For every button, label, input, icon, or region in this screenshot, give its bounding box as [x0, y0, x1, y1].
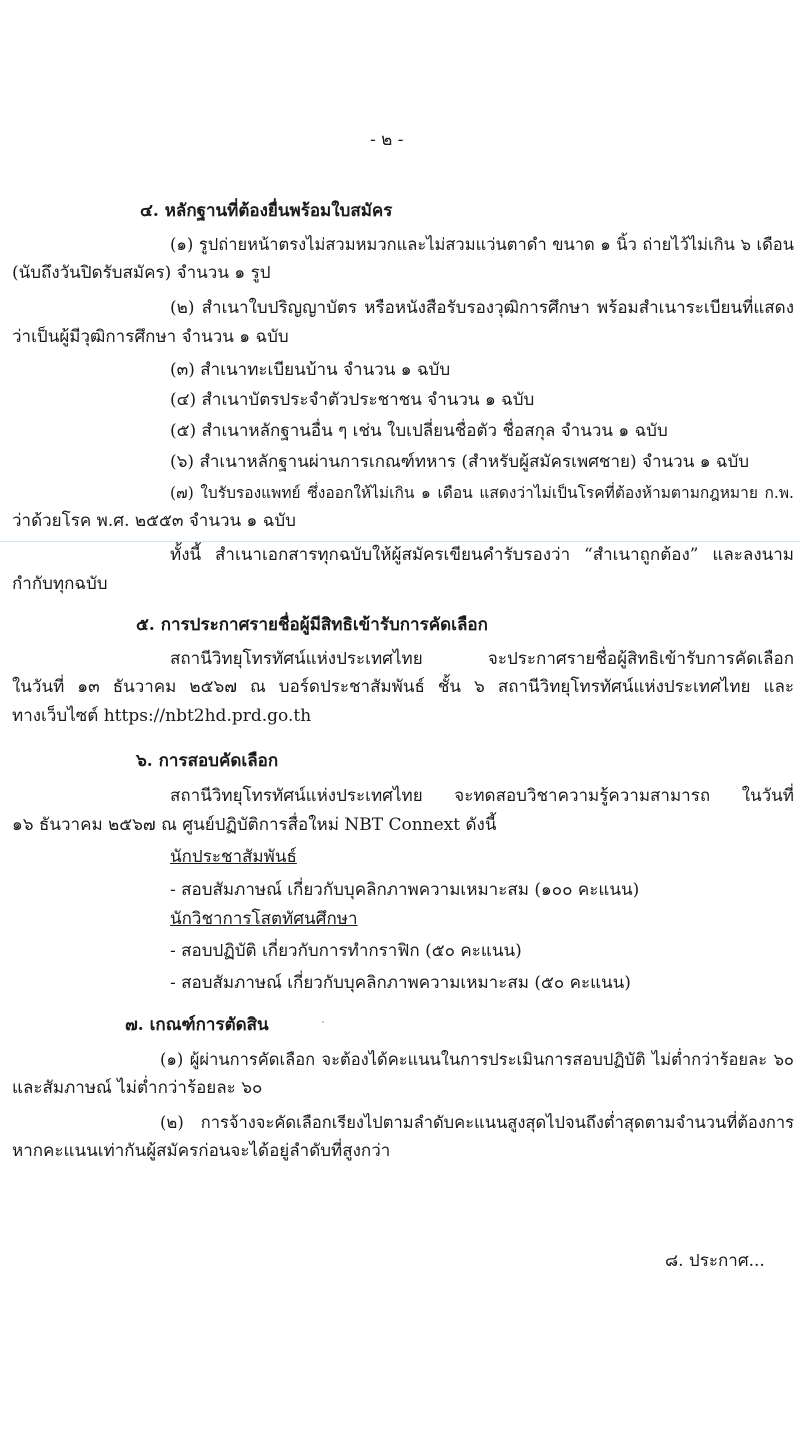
s4-item-6: (๖) สำเนาหลักฐานผ่านการเกณฑ์ทหาร (สำหรับผู้สมัครเพศชาย) จำนวน ๑ ฉบับ	[170, 452, 750, 472]
s4-item-7-line-1: (๗) ใบรับรองแพทย์ ซึ่งออกให้ไม่เกิน ๑ เดือน แสดงว่าไม่เป็นโรคที่ต้องห้ามตามกฎหมาย ก.พ.	[170, 484, 794, 502]
section-7-heading: ๗. เกณฑ์การตัดสิน	[125, 1015, 269, 1035]
s6-para-line-2: ๑๖ ธันวาคม ๒๕๖๗ ณ ศูนย์ปฏิบัติการสื่อใหม่ NBT Connext ดังนี้	[12, 815, 497, 835]
s6-position-2-title: นักวิชาการโสตทัศนศึกษา	[170, 909, 358, 929]
s6-position-2-item-1: - สอบปฏิบัติ เกี่ยวกับการทำกราฟิก (๕๐ คะแนน)	[170, 941, 522, 961]
s6-para-line-1: สถานีวิทยุโทรทัศน์แห่งประเทศไทย จะทดสอบวิชาความรู้ความสามารถ ในวันที่	[170, 786, 794, 806]
section-5-heading: ๕. การประกาศรายชื่อผู้มีสิทธิเข้ารับการคัดเลือก	[136, 615, 488, 635]
section-4-heading: ๔. หลักฐานที่ต้องยื่นพร้อมใบสมัคร	[140, 201, 393, 221]
page-number: - ๒ -	[370, 130, 404, 150]
continuation-marker: ๘. ประกาศ...	[665, 1251, 765, 1271]
s6-position-2-item-2: - สอบสัมภาษณ์ เกี่ยวกับบุคลิกภาพความเหมาะสม (๕๐ คะแนน)	[170, 973, 631, 993]
s7-item-2-line-2: หากคะแนนเท่ากันผู้สมัครก่อนจะได้อยู่ลำดับที่สูงกว่า	[12, 1141, 391, 1161]
s4-item-2-line-1: (๒) สำเนาใบปริญญาบัตร หรือหนังสือรับรองวุฒิการศึกษา พร้อมสำเนาระเบียนที่แสดง	[170, 298, 794, 318]
s4-item-1-line-1: (๑) รูปถ่ายหน้าตรงไม่สวมหมวกและไม่สวมแว่นตาดำ ขนาด ๑ นิ้ว ถ่ายไว้ไม่เกิน ๖ เดือน	[170, 235, 794, 254]
s6-position-1-item: - สอบสัมภาษณ์ เกี่ยวกับบุคลิกภาพความเหมาะสม (๑๐๐ คะแนน)	[170, 880, 640, 900]
s6-position-1-title: นักประชาสัมพันธ์	[170, 847, 297, 867]
s4-item-4: (๔) สำเนาบัตรประจำตัวประชาชน จำนวน ๑ ฉบับ	[170, 390, 535, 410]
section-6-heading: ๖. การสอบคัดเลือก	[136, 751, 279, 771]
s4-item-7-line-2: ว่าด้วยโรค พ.ศ. ๒๕๕๓ จำนวน ๑ ฉบับ	[12, 511, 296, 531]
s4-item-5: (๕) สำเนาหลักฐานอื่น ๆ เช่น ใบเปลี่ยนชื่อตัว ชื่อสกุล จำนวน ๑ ฉบับ	[170, 421, 668, 441]
s5-para-line-3: ทางเว็บไซต์ https://nbt2hd.prd.go.th	[12, 706, 312, 726]
s7-item-1-line-2: และสัมภาษณ์ ไม่ต่ำกว่าร้อยละ ๖๐	[12, 1078, 263, 1098]
scan-speck	[322, 1021, 324, 1023]
s5-para-line-1: สถานีวิทยุโทรทัศน์แห่งประเทศไทย จะประกาศรายชื่อผู้สิทธิเข้ารับการคัดเลือก	[170, 649, 794, 669]
s7-item-1-line-1: (๑) ผู้ผ่านการคัดเลือก จะต้องได้คะแนนในการประเมินการสอบปฏิบัติ ไม่ต่ำกว่าร้อยละ ๖๐	[160, 1050, 794, 1069]
s4-item-1-line-2: (นับถึงวันปิดรับสมัคร) จำนวน ๑ รูป	[12, 263, 271, 283]
s4-item-2-line-2: ว่าเป็นผู้มีวุฒิการศึกษา จำนวน ๑ ฉบับ	[12, 327, 289, 347]
s4-note-line-2: กำกับทุกฉบับ	[12, 574, 108, 594]
scan-artifact-line	[0, 541, 800, 542]
s7-item-2-line-1: (๒) การจ้างจะคัดเลือกเรียงไปตามลำดับคะแนนสูงสุดไปจนถึงต่ำสุดตามจำนวนที่ต้องการ	[160, 1113, 794, 1132]
s5-para-line-2: ในวันที่ ๑๓ ธันวาคม ๒๕๖๗ ณ บอร์ดประชาสัมพันธ์ ชั้น ๖ สถานีวิทยุโทรทัศน์แห่งประเทศไทย และ	[12, 677, 794, 697]
s4-item-3: (๓) สำเนาทะเบียนบ้าน จำนวน ๑ ฉบับ	[170, 360, 451, 380]
s4-note-line-1: ทั้งนี้ สำเนาเอกสารทุกฉบับให้ผู้สมัครเขียนคำรับรองว่า “สำเนาถูกต้อง” และลงนาม	[170, 545, 794, 565]
